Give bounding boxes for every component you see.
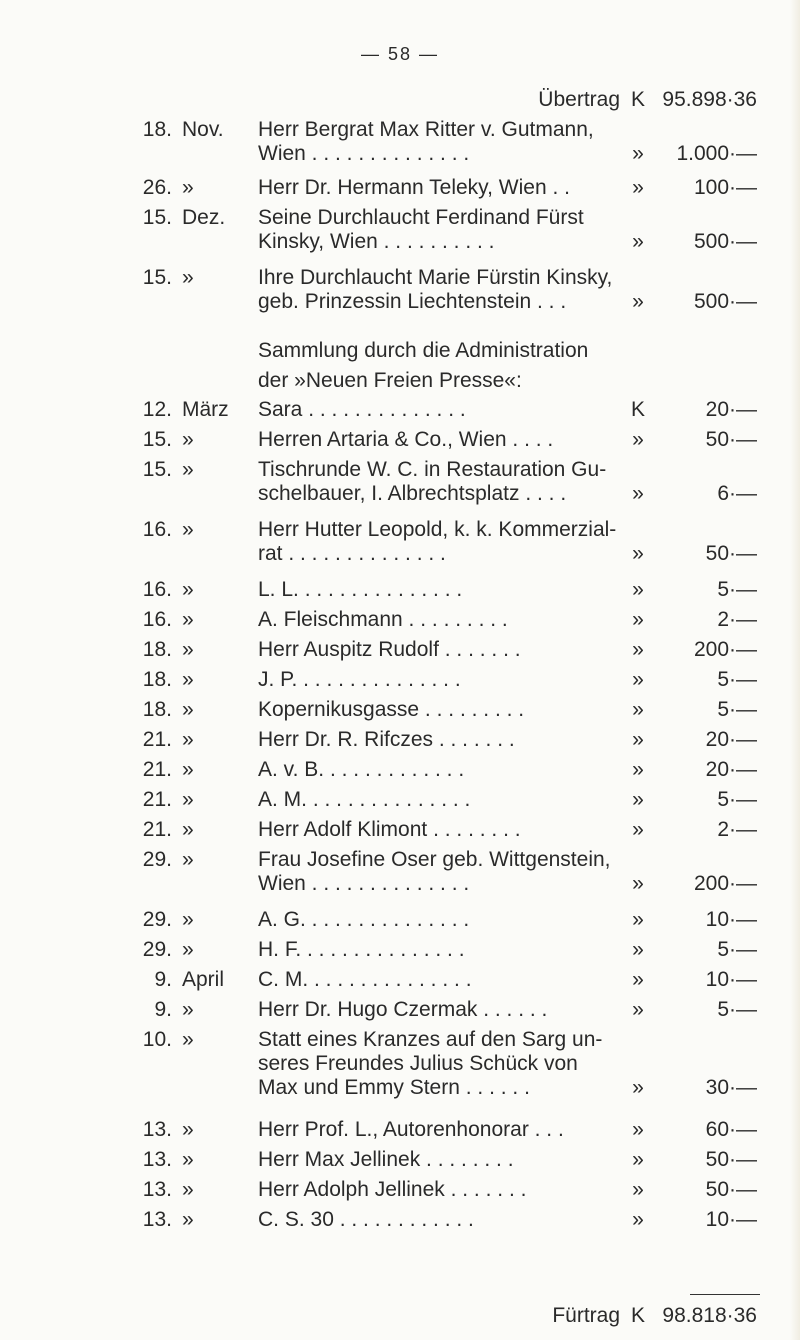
entry-name-line1: Statt eines Kranzes auf den Sarg un- <box>258 1028 603 1051</box>
entry-name-line1: Herr Auspitz Rudolf . . . . . . . <box>258 638 521 661</box>
entry-month: » <box>182 1118 194 1141</box>
entry-name <box>258 758 678 782</box>
entry-name <box>258 638 678 662</box>
entry-month: » <box>182 848 194 871</box>
entry-mark: » <box>632 818 644 841</box>
entry-name-line1: Herren Artaria & Co., Wien . . . . <box>258 428 554 451</box>
entry-mark: » <box>632 908 644 931</box>
entry-month: März <box>182 398 229 421</box>
entry-date: 12. <box>142 398 172 421</box>
entry-name <box>258 668 678 692</box>
entry-name-line1: Herr Dr. Hugo Czermak . . . . . . <box>258 998 548 1021</box>
entry-name-line1: Kopernikusgasse . . . . . . . . . <box>258 698 525 721</box>
entry-name <box>258 1208 678 1232</box>
entry-name <box>258 578 678 602</box>
entry-amount: 10·— <box>705 1208 757 1231</box>
entry-mark: » <box>632 1178 644 1201</box>
entry-mark: » <box>632 758 644 781</box>
entry-date: 29. <box>142 908 172 931</box>
entry-name-line1: Tischrunde W. C. in Restauration Gu- <box>258 458 607 481</box>
entry-name-line1: Seine Durchlaucht Ferdinand Fürst <box>258 206 584 229</box>
entry-month: » <box>182 458 194 481</box>
carry-forward-label: Fürtrag <box>552 1304 620 1327</box>
entry-date: 16. <box>142 578 172 601</box>
entry-amount: 5·— <box>717 788 757 811</box>
entry-date: 15. <box>142 428 172 451</box>
entry-mark: » <box>632 668 644 691</box>
entry-month: » <box>182 608 194 631</box>
entry-name-line1: Herr Hutter Leopold, k. k. Kommerzial- <box>258 518 617 541</box>
entry-mark: » <box>632 968 644 991</box>
entry-month: April <box>182 968 225 991</box>
entry-name-line1: A. M. . . . . . . . . . . . . . . <box>258 788 471 811</box>
entry-name-line2: Kinsky, Wien . . . . . . . . . . <box>258 230 495 253</box>
entry-date: 18. <box>142 698 172 721</box>
entry-name <box>258 428 678 452</box>
entry-date: 29. <box>142 848 172 871</box>
entry-name <box>258 848 678 896</box>
entry-name <box>258 118 678 166</box>
entry-name-line1: A. Fleischmann . . . . . . . . . <box>258 608 508 631</box>
entry-amount: 30·— <box>705 1076 757 1099</box>
entry-name-line1: H. F. . . . . . . . . . . . . . . <box>258 938 465 961</box>
entry-amount: 5·— <box>717 668 757 691</box>
entry-mark: » <box>632 608 644 631</box>
entry-mark: » <box>632 578 644 601</box>
entry-month: » <box>182 818 194 841</box>
entry-amount: 20·— <box>705 728 757 751</box>
entry-mark: » <box>632 1148 644 1171</box>
entry-mark: » <box>632 1118 644 1141</box>
entry-date: 26. <box>142 176 172 199</box>
entry-date: 9. <box>154 968 172 991</box>
entry-mark: K <box>630 398 645 421</box>
entry-name-line1: L. L. . . . . . . . . . . . . . . <box>258 578 463 601</box>
entry-amount: 2·— <box>717 818 757 841</box>
entry-month: Dez. <box>182 206 226 229</box>
entry-amount: 10·— <box>705 968 757 991</box>
entry-amount: 5·— <box>717 578 757 601</box>
entry-amount: 60·— <box>705 1118 757 1141</box>
entry-name <box>258 1118 678 1142</box>
entry-date: 13. <box>142 1148 172 1171</box>
entry-name <box>258 728 678 752</box>
entry-name-line1: Herr Adolf Klimont . . . . . . . . <box>258 818 521 841</box>
entry-date: 15. <box>142 458 172 481</box>
entry-amount: 20·— <box>705 758 757 781</box>
entry-date: 13. <box>142 1118 172 1141</box>
entry-month: » <box>182 1178 194 1201</box>
entry-date: 15. <box>142 206 172 229</box>
carry-over-mark: K <box>630 88 645 111</box>
entry-date: 21. <box>142 788 172 811</box>
entry-month: » <box>182 698 194 721</box>
entry-month: » <box>182 518 194 541</box>
entry-name <box>258 1028 678 1100</box>
page-number: — 58 — <box>360 44 440 64</box>
entry-date: 9. <box>154 998 172 1021</box>
entry-amount: 200·— <box>693 872 757 895</box>
entry-month: » <box>182 998 194 1021</box>
entry-amount: 50·— <box>705 1148 757 1171</box>
entry-mark: » <box>632 428 644 451</box>
entry-month: » <box>182 1148 194 1171</box>
entry-mark: » <box>632 230 644 253</box>
sum-underline <box>690 1294 760 1295</box>
section-heading <box>258 336 588 396</box>
entry-month: » <box>182 728 194 751</box>
entry-date: 21. <box>142 728 172 751</box>
entry-amount: 6·— <box>717 482 757 505</box>
entry-month: Nov. <box>182 118 224 141</box>
entry-name-line1: Sara . . . . . . . . . . . . . . <box>258 398 466 421</box>
entry-date: 18. <box>142 638 172 661</box>
entry-month: » <box>182 1208 194 1231</box>
entry-name-line2: seres Freundes Julius Schück von <box>258 1052 578 1075</box>
entry-mark: » <box>632 698 644 721</box>
entry-month: » <box>182 938 194 961</box>
entry-name <box>258 518 678 566</box>
entry-name <box>258 938 678 962</box>
entry-date: 15. <box>142 266 172 289</box>
entry-name-line3: Max und Emmy Stern . . . . . . <box>258 1076 530 1099</box>
entry-name-line1: Herr Max Jellinek . . . . . . . . <box>258 1148 514 1171</box>
entry-name <box>258 968 678 992</box>
entry-month: » <box>182 578 194 601</box>
entry-date: 29. <box>142 938 172 961</box>
entry-amount: 50·— <box>705 428 757 451</box>
entry-date: 21. <box>142 758 172 781</box>
entry-mark: » <box>632 176 644 199</box>
entry-name-line1: Herr Prof. L., Autorenhonorar . . . <box>258 1118 564 1141</box>
entry-amount: 50·— <box>705 542 757 565</box>
entry-date: 18. <box>142 118 172 141</box>
entry-name <box>258 266 678 314</box>
entry-amount: 5·— <box>717 998 757 1021</box>
entry-name <box>258 206 678 254</box>
entry-amount: 5·— <box>717 938 757 961</box>
entry-month: » <box>182 638 194 661</box>
entry-mark: » <box>632 938 644 961</box>
entry-amount: 10·— <box>705 908 757 931</box>
entry-name-line1: J. P. . . . . . . . . . . . . . . <box>258 668 461 691</box>
entry-name <box>258 458 678 506</box>
entry-date: 18. <box>142 668 172 691</box>
entry-name-line2: Wien . . . . . . . . . . . . . . <box>258 872 470 895</box>
entry-amount: 2·— <box>717 608 757 631</box>
entry-name: Herr Dr. Hermann Teleky, Wien . . <box>258 176 570 199</box>
entry-month: » <box>182 176 194 199</box>
entry-mark: » <box>632 290 644 313</box>
entry-name-line1: Herr Adolph Jellinek . . . . . . . <box>258 1178 527 1201</box>
entry-date: 16. <box>142 518 172 541</box>
carry-forward-mark: K <box>630 1304 645 1327</box>
entry-name-line2: rat . . . . . . . . . . . . . . <box>258 542 446 565</box>
entry-name-line1: A. v. B. . . . . . . . . . . . . <box>258 758 465 781</box>
entry-name-line1: Herr Bergrat Max Ritter v. Gutmann, <box>258 118 594 141</box>
entry-name-line1: Ihre Durchlaucht Marie Fürstin Kinsky, <box>258 266 613 289</box>
entry-mark: » <box>632 998 644 1021</box>
carry-over-label: Übertrag <box>538 88 620 111</box>
entry-name-line1: Frau Josefine Oser geb. Wittgenstein, <box>258 848 611 871</box>
entry-mark: » <box>632 482 644 505</box>
entry-name-line2: geb. Prinzessin Liechtenstein . . . <box>258 290 567 313</box>
entry-mark: » <box>632 142 644 165</box>
entry-name <box>258 698 678 722</box>
entry-date: 21. <box>142 818 172 841</box>
entry-month: » <box>182 758 194 781</box>
entry-amount: 200·— <box>693 638 757 661</box>
entry-mark: » <box>632 728 644 751</box>
entry-name-line2: Wien . . . . . . . . . . . . . . <box>258 142 470 165</box>
entry-date: 16. <box>142 608 172 631</box>
page-edge-shading <box>790 0 800 1340</box>
entry-date: 10. <box>142 1028 172 1051</box>
entry-mark: » <box>632 542 644 565</box>
entry-month: » <box>182 428 194 451</box>
entry-name <box>258 818 678 842</box>
entry-mark: » <box>632 872 644 895</box>
entry-month: » <box>182 788 194 811</box>
entry-name <box>258 998 678 1022</box>
entry-month: » <box>182 1028 194 1051</box>
entry-name-line2: schelbauer, I. Albrechtsplatz . . . . <box>258 482 567 505</box>
entry-amount: 50·— <box>705 1178 757 1201</box>
entry-mark: » <box>632 1208 644 1231</box>
entry-name-line1: C. M. . . . . . . . . . . . . . . <box>258 968 472 991</box>
entry-name <box>258 908 678 932</box>
entry-name-line1: C. S. 30 . . . . . . . . . . . . <box>258 1208 474 1231</box>
entry-amount: 500·— <box>693 290 757 313</box>
entry-date: 13. <box>142 1178 172 1201</box>
entry-name <box>258 788 678 812</box>
entry-month: » <box>182 908 194 931</box>
entry-amount: 1.000·— <box>676 142 757 165</box>
entry-mark: » <box>632 1076 644 1099</box>
entry-amount: 100·— <box>693 176 757 199</box>
entry-mark: » <box>632 788 644 811</box>
entry-name-line1: A. G. . . . . . . . . . . . . . . <box>258 908 470 931</box>
entry-name <box>258 1148 678 1172</box>
carry-over-amount: 95.898·36 <box>662 88 757 111</box>
entry-mark: » <box>632 638 644 661</box>
entry-amount: 500·— <box>693 230 757 253</box>
entry-month: » <box>182 266 194 289</box>
entry-name-line1: Herr Dr. R. Rifczes . . . . . . . <box>258 728 515 751</box>
entry-name <box>258 1178 678 1202</box>
entry-month: » <box>182 668 194 691</box>
entry-date: 13. <box>142 1208 172 1231</box>
entry-name <box>258 608 678 632</box>
entry-name <box>258 398 678 422</box>
entry-amount: 5·— <box>717 698 757 721</box>
carry-forward-amount: 98.818·36 <box>662 1304 757 1327</box>
entry-amount: 20·— <box>705 398 757 421</box>
section-heading-line1: Sammlung durch die Administration <box>258 339 589 362</box>
section-heading-line2: der »Neuen Freien Presse«: <box>258 369 522 392</box>
